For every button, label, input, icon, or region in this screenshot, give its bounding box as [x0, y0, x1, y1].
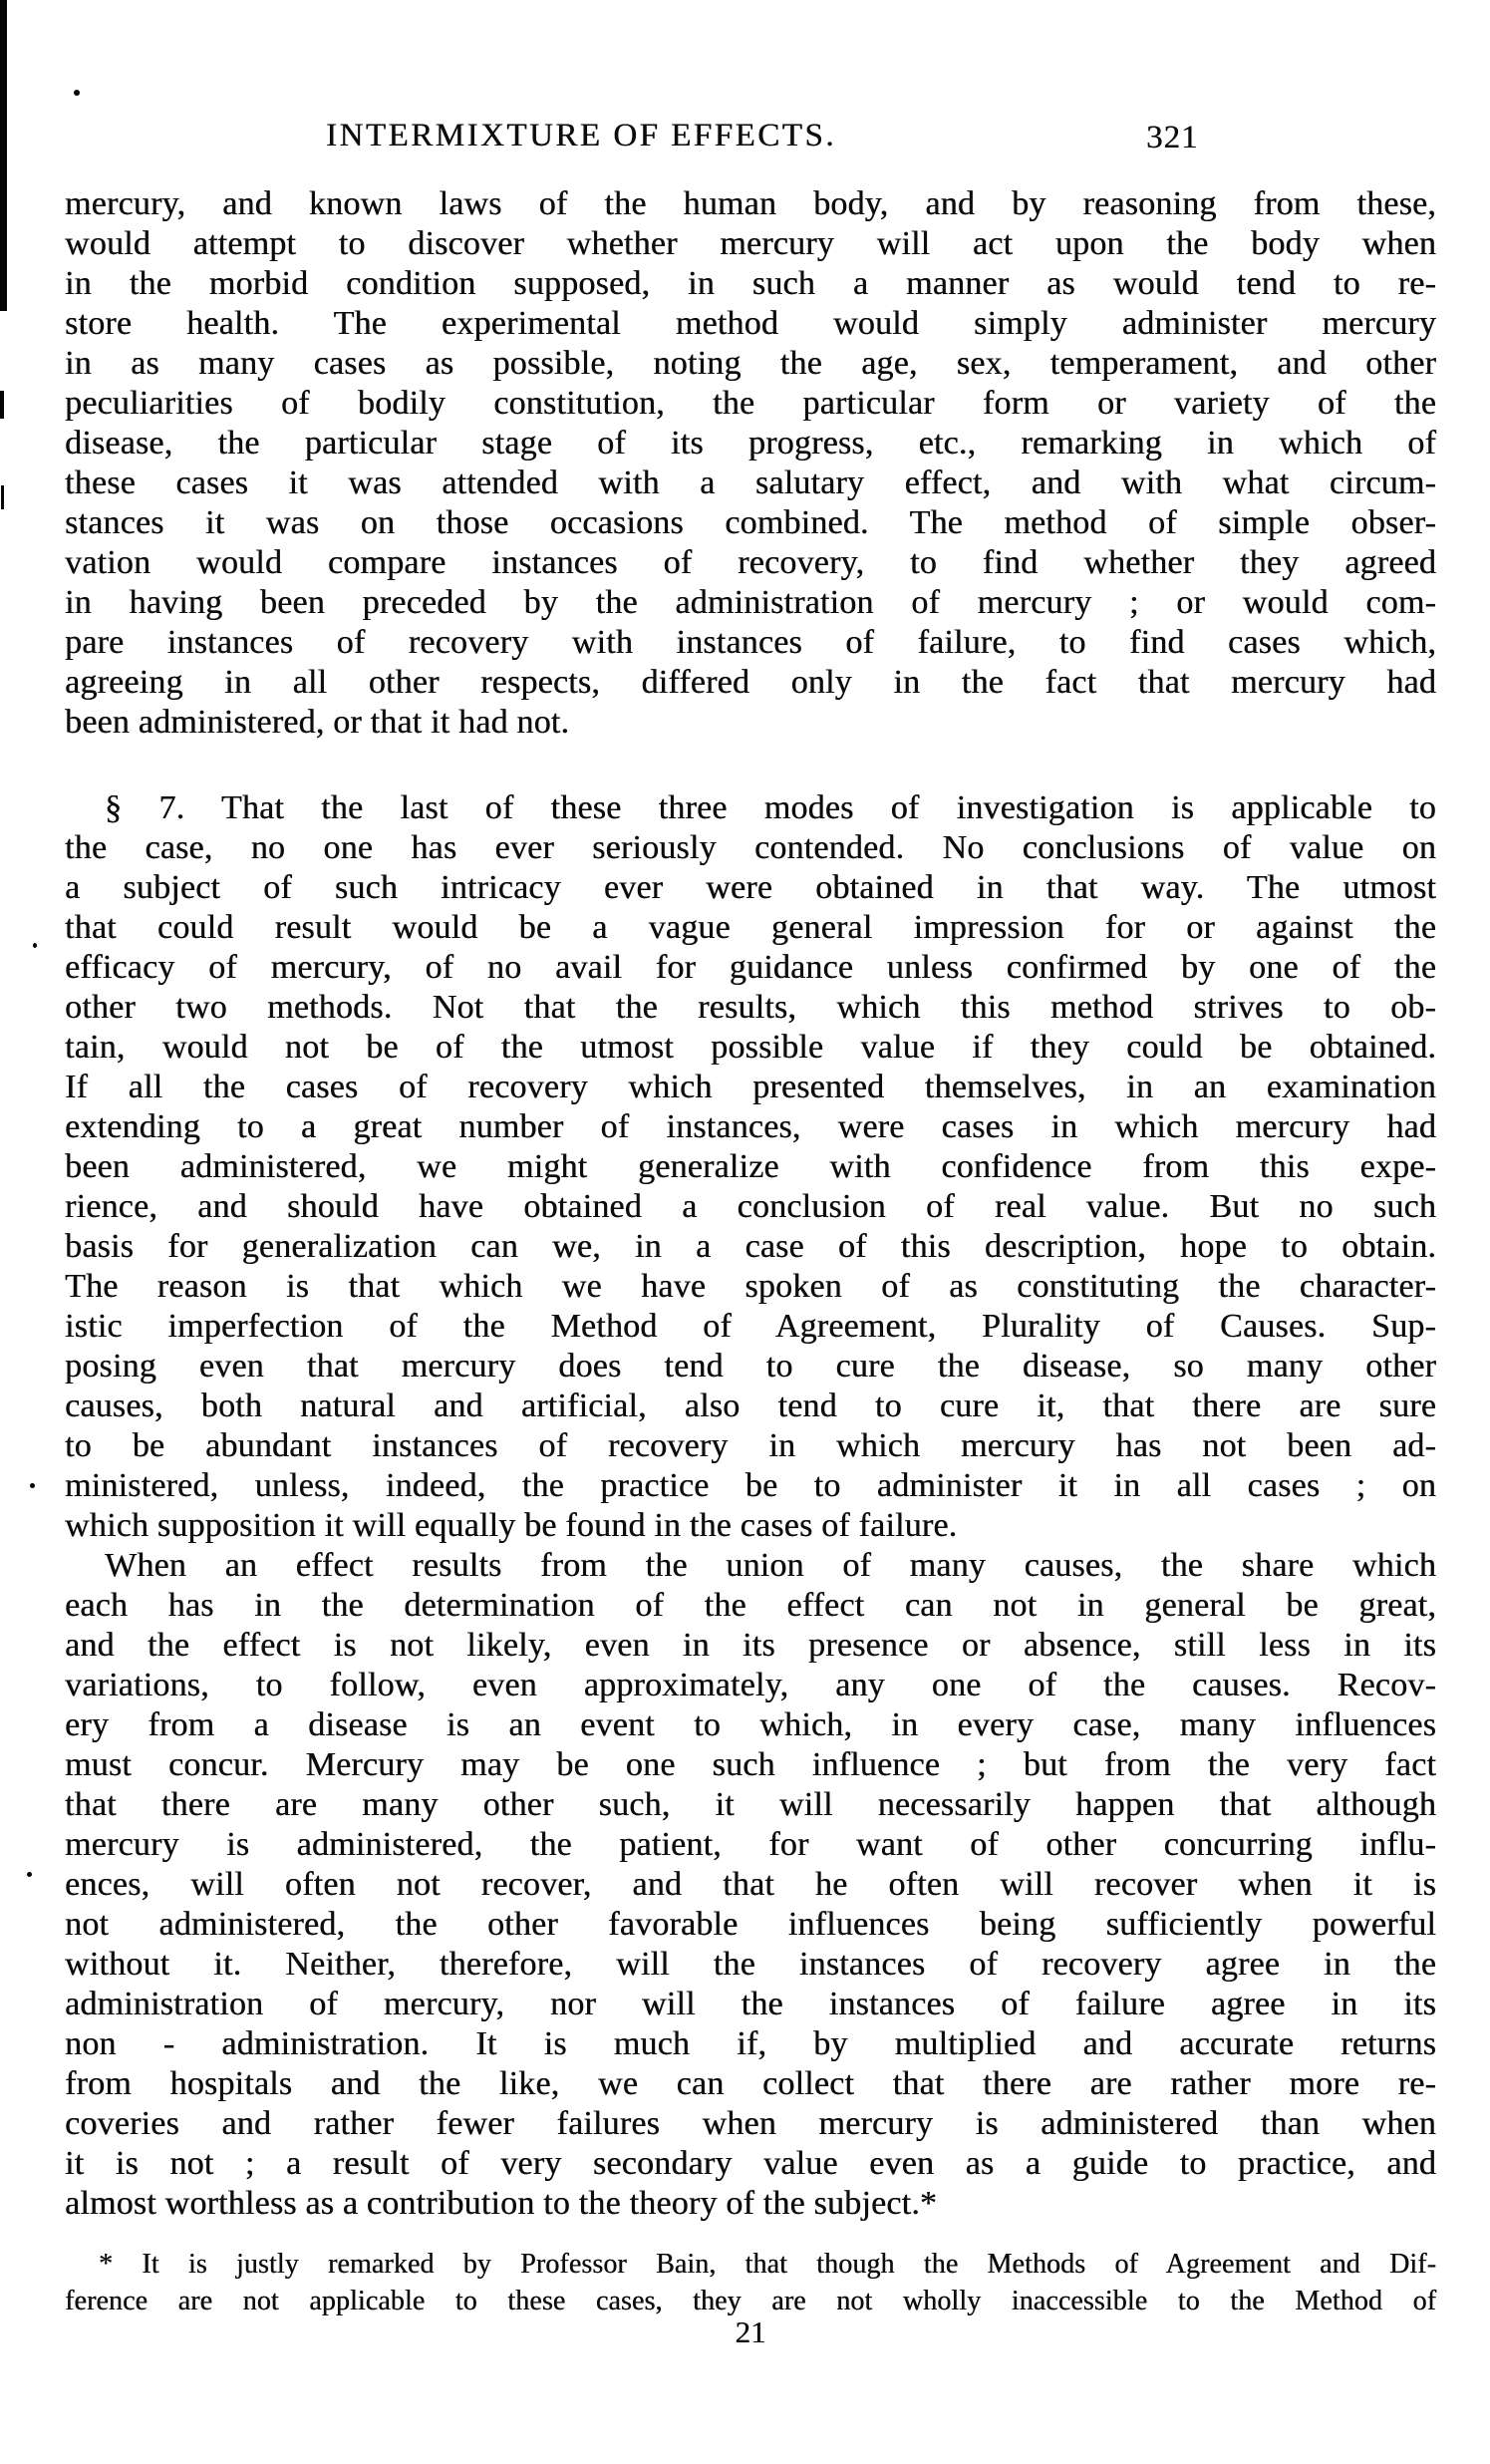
text-line: causes, both natural and artificial, also tend to cure it, that there are sure — [65, 1387, 1436, 1424]
scan-artifact-speck — [74, 90, 80, 96]
text-line: ference are not applicable to these cases, they are not wholly inaccessible to the Method of — [65, 2286, 1436, 2316]
text-line: not administered, the other favorable influences being sufficiently powerful — [65, 1906, 1436, 1943]
scan-artifact-speck — [30, 1483, 35, 1488]
text-line: If all the cases of recovery which presented themselves, in an examination — [65, 1069, 1436, 1105]
text-line: variations, to follow, even approximately, any one of the causes. Recov- — [65, 1667, 1436, 1703]
scan-artifact-speck — [27, 1872, 32, 1877]
text-line: vation would compare instances of recovery, to find whether they agreed — [65, 544, 1436, 581]
text-line: disease, the particular stage of its progress, etc., remarking in which of — [65, 425, 1436, 462]
body-paragraph-2 — [65, 788, 1436, 1546]
text-line: mercury, and known laws of the human body, and by reasoning from these, — [65, 185, 1436, 222]
text-line: which supposition it will equally be found in the cases of failure. — [65, 1507, 958, 1544]
text-line: these cases it was attended with a salutary effect, and with what circum- — [65, 464, 1436, 501]
scan-artifact-edge-bar — [0, 0, 7, 311]
text-line: in as many cases as possible, noting the age, sex, temperament, and other — [65, 345, 1436, 382]
text-line: it is not ; a result of very secondary value even as a guide to practice, and — [65, 2145, 1436, 2182]
text-line: the case, no one has ever seriously contended. No conclusions of value on — [65, 829, 1436, 866]
text-line: efficacy of mercury, of no avail for guidance unless confirmed by one of the — [65, 949, 1436, 986]
text-line: store health. The experimental method would simply administer mercury — [65, 305, 1436, 342]
text-line: posing even that mercury does tend to cure the disease, so many other — [65, 1348, 1436, 1385]
text-line: in having been preceded by the administration of mercury ; or would com- — [65, 584, 1436, 621]
text-line: istic imperfection of the Method of Agreement, Plurality of Causes. Sup- — [65, 1308, 1436, 1345]
running-head-title: INTERMIXTURE OF EFFECTS. — [326, 118, 836, 154]
text-line: would attempt to discover whether mercury will act upon the body when — [65, 225, 1436, 262]
text-line: The reason is that which we have spoken of as constituting the character- — [65, 1268, 1436, 1305]
text-line: § 7. That the last of these three modes of investigation is applicable to — [105, 789, 1436, 826]
text-line: basis for generalization can we, in a case of this description, hope to obtain. — [65, 1228, 1436, 1265]
text-line: been administered, or that it had not. — [65, 704, 570, 741]
scan-artifact-speck — [33, 943, 37, 948]
body-paragraph-1 — [65, 184, 1436, 743]
text-line: that could result would be a vague general impression for or against the — [65, 909, 1436, 946]
text-line: ministered, unless, indeed, the practice be to administer it in all cases ; on — [65, 1467, 1436, 1504]
text-line: ery from a disease is an event to which, in every case, many influences — [65, 1706, 1436, 1743]
text-line: agreeing in all other respects, differed only in the fact that mercury had — [65, 664, 1436, 701]
page-number: 321 — [1146, 120, 1199, 155]
text-line: almost worthless as a contribution to the theory of the subject.* — [65, 2185, 938, 2222]
text-line: to be abundant instances of recovery in which mercury has not been ad- — [65, 1427, 1436, 1464]
scan-artifact-dash — [0, 391, 4, 419]
text-line: stances it was on those occasions combined. The method of simple obser- — [65, 504, 1436, 541]
footnote — [65, 2246, 1436, 2319]
text-line: other two methods. Not that the results, which this method strives to ob- — [65, 989, 1436, 1026]
text-line: non - administration. It is much if, by multiplied and accurate returns — [65, 2025, 1436, 2062]
text-line: without it. Neither, therefore, will the instances of recovery agree in the — [65, 1946, 1436, 1983]
body-paragraph-3 — [65, 1546, 1436, 2224]
text-line: pare instances of recovery with instances of failure, to find cases which, — [65, 624, 1436, 661]
signature-mark — [65, 2314, 1436, 2350]
text-line: that there are many other such, it will necessarily happen that although — [65, 1786, 1436, 1823]
text-line: coveries and rather fewer failures when mercury is administered than when — [65, 2105, 1436, 2142]
text-line: administration of mercury, nor will the instances of failure agree in its — [65, 1986, 1436, 2022]
signature-number: 21 — [735, 2314, 766, 2349]
text-line: a subject of such intricacy ever were obtained in that way. The utmost — [65, 869, 1436, 906]
text-line: must concur. Mercury may be one such influence ; but from the very fact — [65, 1746, 1436, 1783]
text-line: each has in the determination of the effect can not in general be great, — [65, 1587, 1436, 1624]
scan-artifact-dash — [1, 485, 4, 509]
text-line: * It is justly remarked by Professor Bain, that though the Methods of Agreement and Dif- — [99, 2249, 1436, 2280]
text-line: extending to a great number of instances, were cases in which mercury had — [65, 1108, 1436, 1145]
text-line: mercury is administered, the patient, for want of other concurring influ- — [65, 1826, 1436, 1863]
text-line: ences, will often not recover, and that he often will recover when it is — [65, 1866, 1436, 1903]
text-line: from hospitals and the like, we can collect that there are rather more re- — [65, 2065, 1436, 2102]
text-line: and the effect is not likely, even in its presence or absence, still less in its — [65, 1627, 1436, 1664]
text-line: been administered, we might generalize with confidence from this expe- — [65, 1148, 1436, 1185]
text-line: When an effect results from the union of many causes, the share which — [105, 1547, 1436, 1584]
page-header — [65, 118, 1436, 163]
text-line: in the morbid condition supposed, in such a manner as would tend to re- — [65, 265, 1436, 302]
text-line: tain, would not be of the utmost possible value if they could be obtained. — [65, 1029, 1436, 1066]
text-line: peculiarities of bodily constitution, the particular form or variety of the — [65, 385, 1436, 422]
text-line: rience, and should have obtained a conclusion of real value. But no such — [65, 1188, 1436, 1225]
